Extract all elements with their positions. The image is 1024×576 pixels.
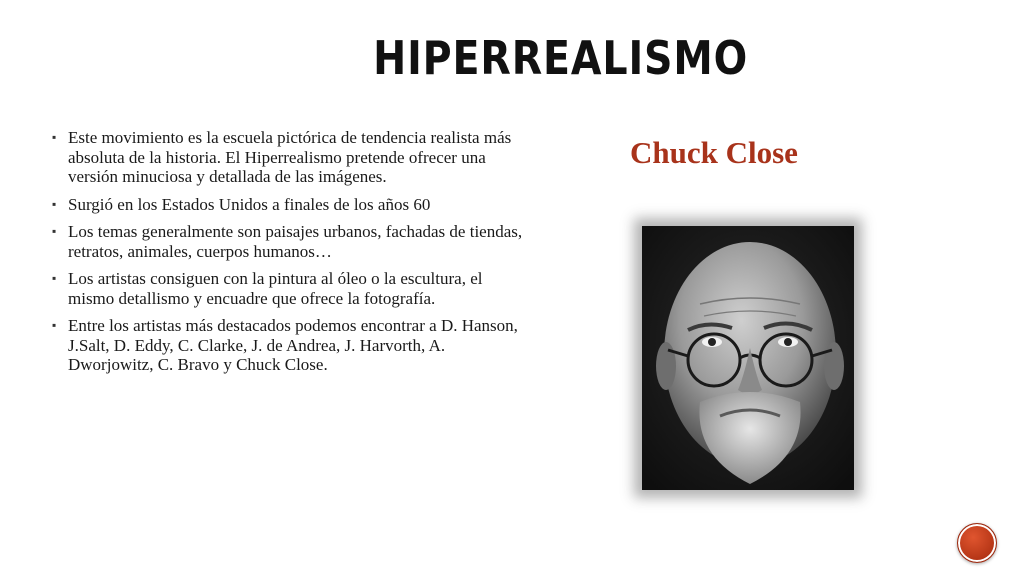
portrait-illustration — [642, 226, 854, 490]
bullet-text: Surgió en los Estados Unidos a finales de los años 60 — [68, 194, 431, 214]
bullet-text: Este movimiento es la escuela pictórica de tendencia realista más absoluta de la historia. El Hiperrealismo pretende ofrecer una versión minuciosa y detallada de las imágenes. — [68, 128, 512, 186]
list-item — [52, 195, 532, 215]
slide-title: HIPERREALISMO — [373, 31, 749, 85]
artist-name-heading: Chuck Close — [630, 135, 798, 170]
list-item — [52, 316, 532, 375]
nav-circle-button[interactable] — [957, 523, 997, 563]
bullet-list — [52, 128, 532, 383]
list-item — [52, 222, 532, 261]
bullet-icon: ▪ — [52, 196, 57, 211]
bullet-text: Los temas generalmente son paisajes urbanos, fachadas de tiendas, retratos, animales, cuerpos humanos… — [68, 222, 523, 261]
list-item — [52, 128, 532, 187]
bullet-text: Entre los artistas más destacados podemos encontrar a D. Hanson, J.Salt, D. Eddy, C. Clarke, J. de Andrea, J. Harvorth, A. Dworjowitz, C. Bravo y Chuck Close. — [68, 316, 518, 374]
bullet-text: Los artistas consiguen con la pintura al óleo o la escultura, el mismo detallismo y encuadre que ofrece la fotografía. — [68, 269, 483, 308]
bullet-icon: ▪ — [52, 271, 57, 285]
portrait-photo — [642, 226, 854, 490]
bullet-icon: ▪ — [52, 318, 57, 332]
list-item — [52, 269, 532, 308]
bullet-icon: ▪ — [52, 224, 57, 238]
bullet-icon: ▪ — [52, 130, 57, 144]
